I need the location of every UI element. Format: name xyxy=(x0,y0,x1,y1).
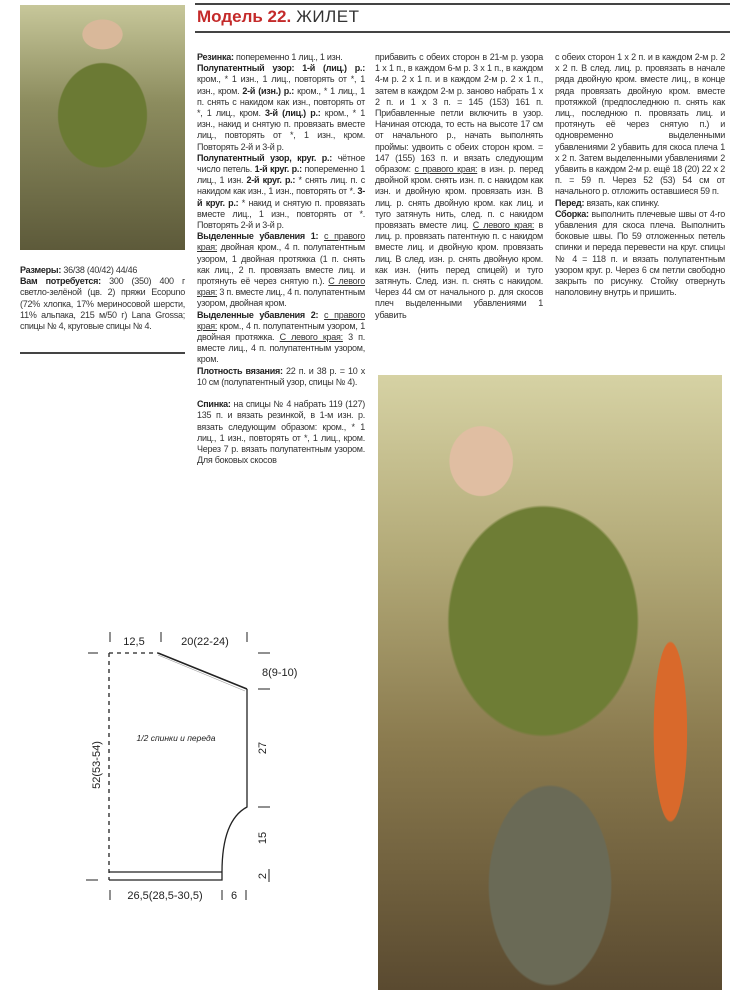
body-text: попеременно 1 лиц., 1 изн. xyxy=(197,164,366,186)
side-height-label: 15 xyxy=(257,831,269,845)
body-text: 36/38 (40/42) 44/46 xyxy=(63,265,138,275)
rib-height-label: 2 xyxy=(257,872,269,880)
edge-label: С левого края: xyxy=(279,332,343,343)
body-text: выполнить плечевые швы от 4-го убавления для скоса плеча. Выполнить боковые швы. По 59 отложенных петель спинки и переда перевести на круг. спицы № 4 = 118 п. и вязать полупатентным узором круг. р. Через 6 см петли свободно закрыть по рисунку. Стойку отвернуть наполовину внутрь и пришить. xyxy=(555,208,725,298)
body-text: кром., * 1 изн., накид и снятую п. провязать вместе лиц., повторять от *, 1 изн., кром. Повторять 2-й и 3-й р. xyxy=(197,108,365,152)
body-text: чётное число петель. xyxy=(197,152,365,175)
section-label: 3-й (лиц.) р.: xyxy=(265,108,325,119)
schematic-piece-label: 1/2 спинки и переда xyxy=(136,733,216,743)
body-text: в лиц. р. провязать патентную п. с накидом вместе лиц. и двойную кром. провязать лиц. В след. изн. р. снять двойную кром. как изн. (нить перед спицей) и туго затянуть. След. изн. п. снять с накидом. Через 44 см от начального р. для скосов плеч выделенными убавлениями 1 убавить xyxy=(375,220,543,320)
edge-label: С левого края: xyxy=(197,276,365,298)
edge-label: с правого края: xyxy=(414,164,478,175)
section-label: Вам потребуется: xyxy=(20,276,110,287)
shoulder-line xyxy=(158,653,247,689)
section-label: Выделенные убавления 2: xyxy=(197,309,325,320)
section-label: Размеры: xyxy=(20,265,64,275)
body-text: прибавить с обеих сторон в 21-м р. узора 1 х 1 п., в каждом 6-м р. 3 х 1 п., в каждом 4-м р. 2 х 1 п. и в каждом 2-м р. 2 х 1 п., затем в каждом 2-м р. заново набрать 1 х 2 п. и 1 х 3 п. = 145 (153) 161 п. Прибавленные петли включить в узор. Начиная отсюда, то есть на высоте 17 см от начального р., начать выполнять проймы: удвоить с обеих сторон кром. = 147 (155) 163 п. и вязать следующим образом: xyxy=(375,52,543,175)
body-text: с обеих сторон 1 х 2 п. и в каждом 2-м р. 2 х 2 п. В след. лиц. р. провязать в начале ряда двойную кром. вместе лиц., в конце ряда провязать двойную кром. вместе протяжкой (предпоследнюю п. снять как лиц., последнюю п. провязать лиц. и протянуть её через снятую п.) и одновременно выделенными убавлениями 2 убавить для скоса плеча 1 х 2 п. Затем выделенными убавлениями 2 убавить в каждом 2-м р. ещё 18 (20) 22 х 2 п. = 59 п. Через 52 (53) 54 см от начального р. отложить оставшиеся 59 п. xyxy=(555,52,725,197)
total-height-label: 52(53-54) xyxy=(91,741,103,789)
bottom-width-label: 26,5(28,5-30,5) xyxy=(127,890,203,902)
edge-label: с правого края: xyxy=(197,231,365,253)
body-text: вязать, как спинку. xyxy=(586,197,660,208)
body-text: * снять лиц. п. с накидом как изн., 1 изн., повторять от *. xyxy=(197,175,366,197)
body-text: 22 п. и 38 р. = 10 х 10 см (полупатентный узор, спицы № 4). xyxy=(197,365,365,387)
body-text: кром., 4 п. полупатентным узором, 1 двойная протяжка. xyxy=(197,320,365,343)
section-label: Плотность вязания: xyxy=(197,365,286,376)
body-text: в изн. р. перед двойной кром. снять изн. п. с накидом как изн. и двойную кром. провязать изн. В лиц. р. снять двойную кром. как лиц. и туго затянуть нить, след. п. с накидом провязать вместе лиц. xyxy=(375,164,544,231)
edge-label: С левого края: xyxy=(472,220,535,231)
section-label: 1-й круг. р.: xyxy=(254,164,305,175)
section-label: Спинка: xyxy=(197,399,234,410)
body-text: на спицы № 4 набрать 119 (127) 135 п. и вязать резинкой, в 1-м изн. р. вязать следующим образом: кром., * 1 лиц., 1 изн., повторять от *, 1 лиц., кром. Через 7 р. вязать полупатентным узором. Для боковых скосов xyxy=(197,399,365,466)
body-text: кром., * 1 лиц., 1 п. снять с накидом как изн., повторять от *, 1 лиц., кром. xyxy=(197,85,366,119)
body-text: 3 п. вместе лиц., 4 п. полупатентным узором, двойная кром. xyxy=(197,287,365,309)
section-label: Перед: xyxy=(555,197,587,208)
shoulder-width-label: 20(22-24) xyxy=(181,636,229,648)
body-text: кром., * 1 изн., 1 лиц., повторять от *, 1 изн., кром. xyxy=(197,74,365,96)
body-text: 3 п. вместе лиц., 4 п. полупатентным узором, кром. xyxy=(197,332,365,365)
edge-label: с правого края: xyxy=(197,309,365,331)
neck-width-label: 12,5 xyxy=(123,636,145,648)
section-label: Полупатентный узор, круг. р.: xyxy=(197,152,338,163)
section-label: Полупатентный узор: 1-й (лиц.) р.: xyxy=(197,63,365,74)
body-text: 300 (350) 400 г светло-зелёной (цв. 2) пряжи Ecopuno (72% хлопка, 17% мериносовой шерсти, 11% альпака, 215 м/50 г) Lana Grossa; спицы № 4, круговые спицы № 4. xyxy=(20,276,186,332)
section-label: Сборка: xyxy=(555,208,592,219)
section-label: Выделенные убавления 1: xyxy=(197,231,325,242)
body-text: * накид и снятую п. провязать вместе лиц., 1 изн., повторять от *. Повторять 2-й и 3-й р. xyxy=(197,197,365,231)
side-outline xyxy=(109,689,247,880)
model-number: Модель 22. xyxy=(197,7,292,26)
armhole-width-label: 6 xyxy=(230,890,238,902)
section-label: 3-й круг. р.: xyxy=(197,186,365,208)
body-text: попеременно 1 лиц., 1 изн. xyxy=(235,52,343,62)
shoulder-drop-label: 8(9-10) xyxy=(262,667,298,679)
model-title: ЖИЛЕТ xyxy=(296,7,360,26)
body-text: двойная кром., 4 п. полупатентным узором, 1 двойная протяжка (1 п. снять как лиц., 2 п. провязать вместе лиц. и протянуть её через снятую п.). xyxy=(197,242,365,287)
armhole-height-label: 27 xyxy=(257,741,269,755)
section-label: 2-й круг. р.: xyxy=(246,175,299,186)
section-label: 2-й (изн.) р.: xyxy=(242,85,298,96)
section-label: Резинка: xyxy=(197,52,236,62)
